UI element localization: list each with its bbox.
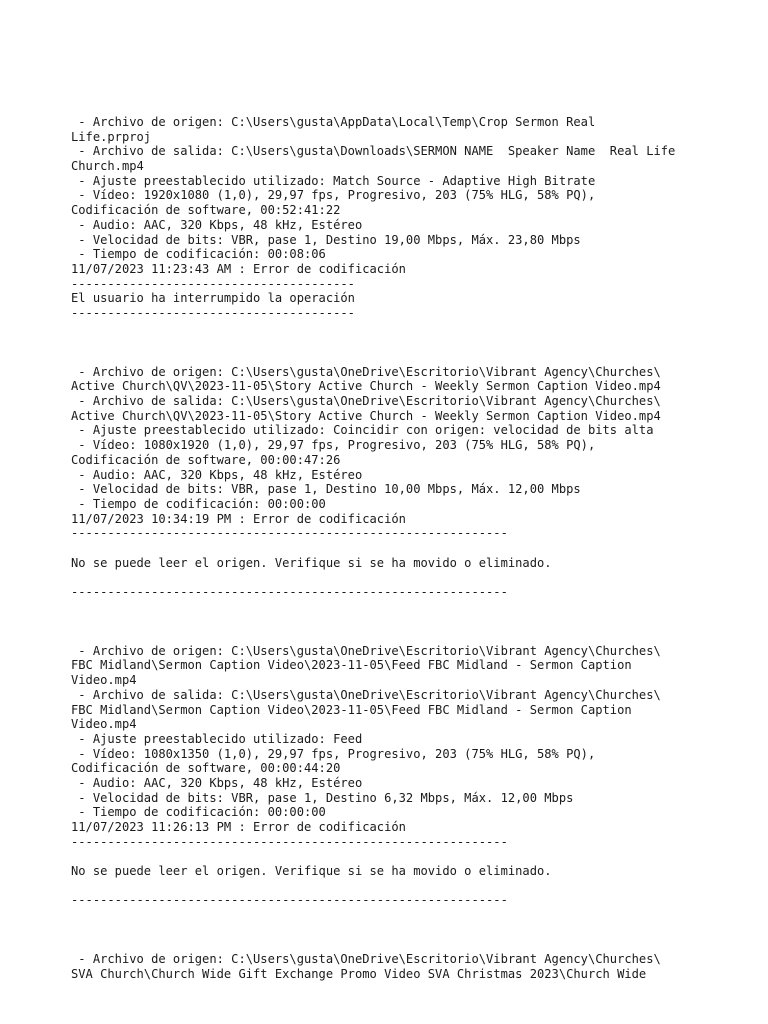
blank-line — [71, 600, 711, 615]
blank-line — [71, 614, 711, 629]
log-line: - Vídeo: 1920x1080 (1,0), 29,97 fps, Progresivo, 203 (75% HLG, 58% PQ), — [71, 188, 596, 203]
log-line: Codificación de software, 00:52:41:22 — [71, 203, 341, 218]
log-line: Life.prproj — [71, 129, 152, 144]
log-line: - Ajuste preestablecido utilizado: Feed — [71, 731, 363, 746]
log-line: Active Church\QV\2023-11-05\Story Active Church - Weekly Sermon Caption Video.mp4 — [71, 408, 661, 423]
log-line: No se puede leer el origen. Verifique si se ha movido o eliminado. — [71, 864, 552, 879]
blank-line — [71, 350, 711, 365]
log-line: - Archivo de origen: C:\Users\gusta\OneDrive\Escritorio\Vibrant Agency\Churches\ — [71, 643, 661, 658]
log-line: Video.mp4 — [71, 717, 137, 732]
blank-line — [71, 335, 711, 350]
log-line: - Velocidad de bits: VBR, pase 1, Destino 6,32 Mbps, Máx. 12,00 Mbps — [71, 790, 574, 805]
log-line: SVA Church\Church Wide Gift Exchange Promo Video SVA Christmas 2023\Church Wide — [71, 966, 647, 981]
log-line: - Audio: AAC, 320 Kbps, 48 kHz, Estéreo — [71, 775, 363, 790]
log-line: - Velocidad de bits: VBR, pase 1, Destino 10,00 Mbps, Máx. 12,00 Mbps — [71, 482, 581, 497]
log-line: - Archivo de origen: C:\Users\gusta\OneDrive\Escritorio\Vibrant Agency\Churches\ — [71, 364, 661, 379]
log-line: - Tiempo de codificación: 00:00:00 — [71, 496, 326, 511]
log-line: - Archivo de salida: C:\Users\gusta\OneDrive\Escritorio\Vibrant Agency\Churches\ — [71, 687, 661, 702]
separator-line: --------------------------------------- — [71, 276, 355, 291]
log-line: Codificación de software, 00:00:44:20 — [71, 761, 341, 776]
log-line: Active Church\QV\2023-11-05\Story Active Church - Weekly Sermon Caption Video.mp4 — [71, 379, 661, 394]
blank-line — [71, 879, 711, 894]
separator-line: ------------------------------------------------------------ — [71, 585, 508, 599]
log-line: - Archivo de origen: C:\Users\gusta\OneDrive\Escritorio\Vibrant Agency\Churches\ — [71, 952, 661, 967]
log-line: - Velocidad de bits: VBR, pase 1, Destino 19,00 Mbps, Máx. 23,80 Mbps — [71, 232, 581, 247]
blank-line — [71, 908, 711, 923]
log-line: - Audio: AAC, 320 Kbps, 48 kHz, Estéreo — [71, 217, 363, 232]
log-line: - Audio: AAC, 320 Kbps, 48 kHz, Estéreo — [71, 467, 363, 482]
separator-line: ------------------------------------------------------------ — [71, 834, 508, 849]
blank-line — [71, 570, 711, 585]
log-document — [71, 115, 711, 982]
blank-line — [71, 541, 711, 556]
log-line: - Tiempo de codificación: 00:00:00 — [71, 805, 326, 820]
log-line: - Ajuste preestablecido utilizado: Coincidir con origen: velocidad de bits alta — [71, 423, 654, 438]
separator-line: ------------------------------------------------------------ — [71, 526, 508, 541]
log-line: - Vídeo: 1080x1920 (1,0), 29,97 fps, Progresivo, 203 (75% HLG, 58% PQ), — [71, 438, 596, 453]
blank-line — [71, 938, 711, 953]
error-timestamp-line: 11/07/2023 11:23:43 AM : Error de codificación — [71, 261, 406, 276]
log-line: - Vídeo: 1080x1350 (1,0), 29,97 fps, Progresivo, 203 (75% HLG, 58% PQ), — [71, 746, 596, 761]
log-line: - Archivo de origen: C:\Users\gusta\AppData\Local\Temp\Crop Sermon Real — [71, 115, 596, 129]
log-line: Video.mp4 — [71, 673, 137, 688]
log-line: Codificación de software, 00:00:47:26 — [71, 452, 341, 467]
log-line: FBC Midland\Sermon Caption Video\2023-11-05\Feed FBC Midland - Sermon Caption — [71, 702, 632, 717]
log-line: FBC Midland\Sermon Caption Video\2023-11-05\Feed FBC Midland - Sermon Caption — [71, 658, 632, 673]
log-line: Church.mp4 — [71, 159, 144, 174]
log-line: El usuario ha interrumpido la operación — [71, 291, 355, 306]
blank-line — [71, 629, 711, 644]
log-line: No se puede leer el origen. Verifique si se ha movido o eliminado. — [71, 555, 552, 570]
log-line: - Tiempo de codificación: 00:08:06 — [71, 247, 326, 262]
error-timestamp-line: 11/07/2023 11:26:13 PM : Error de codificación — [71, 820, 406, 834]
blank-line — [71, 923, 711, 938]
separator-line: ------------------------------------------------------------ — [71, 893, 508, 908]
separator-line: --------------------------------------- — [71, 305, 355, 320]
blank-line — [71, 321, 711, 336]
blank-line — [71, 849, 711, 864]
error-timestamp-line: 11/07/2023 10:34:19 PM : Error de codificación — [71, 511, 406, 526]
log-line: - Archivo de salida: C:\Users\gusta\OneDrive\Escritorio\Vibrant Agency\Churches\ — [71, 394, 661, 409]
log-line: - Archivo de salida: C:\Users\gusta\Downloads\SERMON NAME Speaker Name Real Life — [71, 144, 676, 159]
log-line: - Ajuste preestablecido utilizado: Match Source - Adaptive High Bitrate — [71, 173, 596, 188]
